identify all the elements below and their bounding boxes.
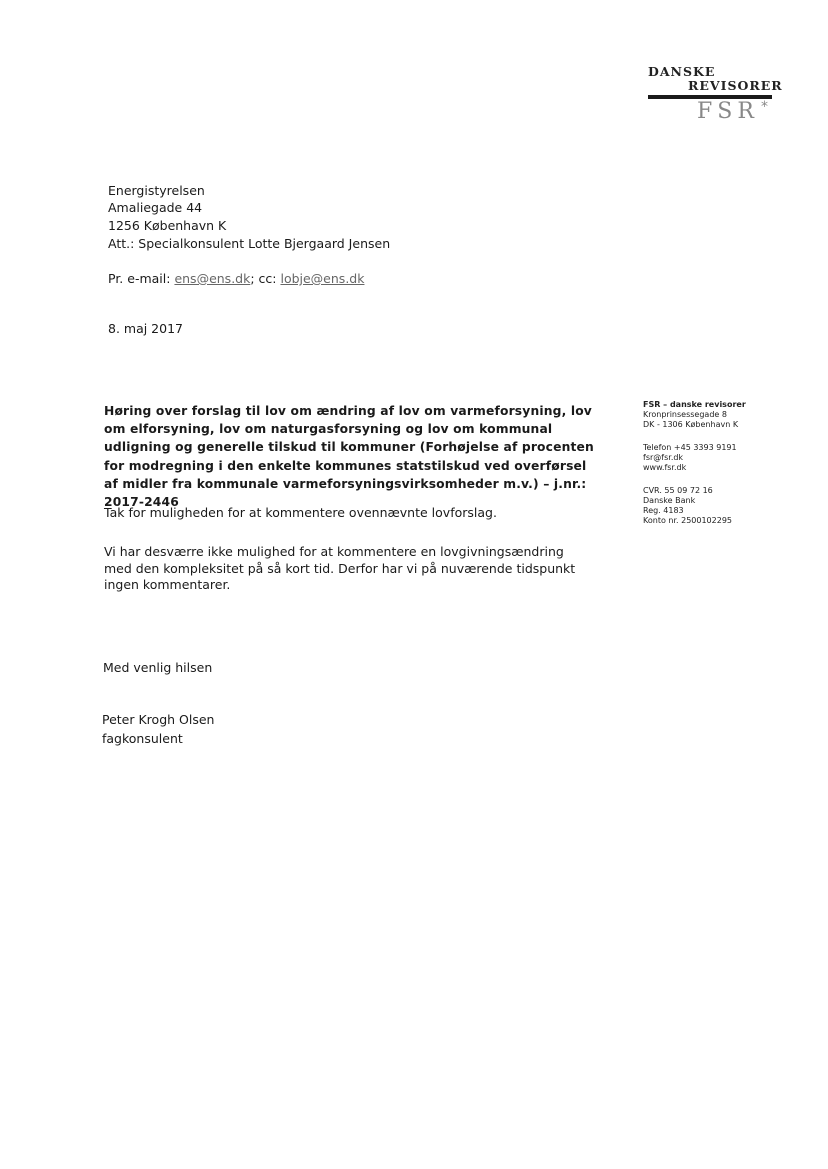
signer-title: fagkonsulent: [102, 731, 183, 746]
email-to-link[interactable]: ens@ens.dk: [174, 271, 251, 286]
sender-street: Kronprinsessegade 8: [643, 410, 727, 419]
closing-salutation: Med venlig hilsen: [103, 660, 213, 675]
sender-bank: Danske Bank: [643, 496, 696, 505]
logo-star-icon: *: [761, 99, 768, 115]
recipient-attention: Att.: Specialkonsulent Lotte Bjergaard Jensen: [108, 236, 391, 251]
email-line: [108, 271, 364, 286]
email-cc-link[interactable]: lobje@ens.dk: [280, 271, 365, 286]
letter-date: 8. maj 2017: [108, 321, 183, 336]
sender-org: FSR – danske revisorer: [643, 400, 746, 409]
recipient-name: Energistyrelsen: [108, 183, 205, 198]
letter-subject: Høring over forslag til lov om ændring af lov om varmeforsyning, lov om elforsyning, lov om naturgasforsyning og lov om kommunal udligning og generelle tilskud til kommuner (Forhøjelse af procenten for modregning i den enkelte kommunes statstilskud ved overførsel af midler fra kommunale varmeforsyningsvirksomheder m.v.) – j.nr.: 2017-2446: [104, 404, 594, 510]
recipient-street: Amaliegade 44: [108, 200, 203, 215]
body-comment-paragraph: Vi har desværre ikke mulighed for at kommentere en lovgivningsændring med den kompleksitet på så kort tid. Derfor har vi på nuværende tidspunkt ingen kommentarer.: [104, 544, 576, 592]
email-prefix: Pr. e-mail:: [108, 271, 175, 286]
sender-konto: Konto nr. 2500102295: [643, 516, 732, 525]
logo-fsr-mark: FSR: [697, 99, 759, 124]
sender-web: www.fsr.dk: [643, 463, 687, 472]
sender-email: fsr@fsr.dk: [643, 453, 684, 462]
body-thanks-paragraph: Tak for muligheden for at kommentere ovennævnte lovforslag.: [104, 505, 497, 520]
sender-city: DK - 1306 København K: [643, 420, 739, 429]
sender-cvr: CVR. 55 09 72 16: [643, 486, 713, 495]
sender-reg: Reg. 4183: [643, 506, 684, 515]
sender-phone: Telefon +45 3393 9191: [643, 443, 737, 452]
recipient-city: 1256 København K: [108, 218, 227, 233]
email-cc-label: ; cc:: [250, 271, 281, 286]
logo-danske: DANSKE: [648, 64, 716, 79]
signer-name: Peter Krogh Olsen: [102, 712, 215, 727]
logo-revisorer: REVISORER: [688, 78, 783, 93]
